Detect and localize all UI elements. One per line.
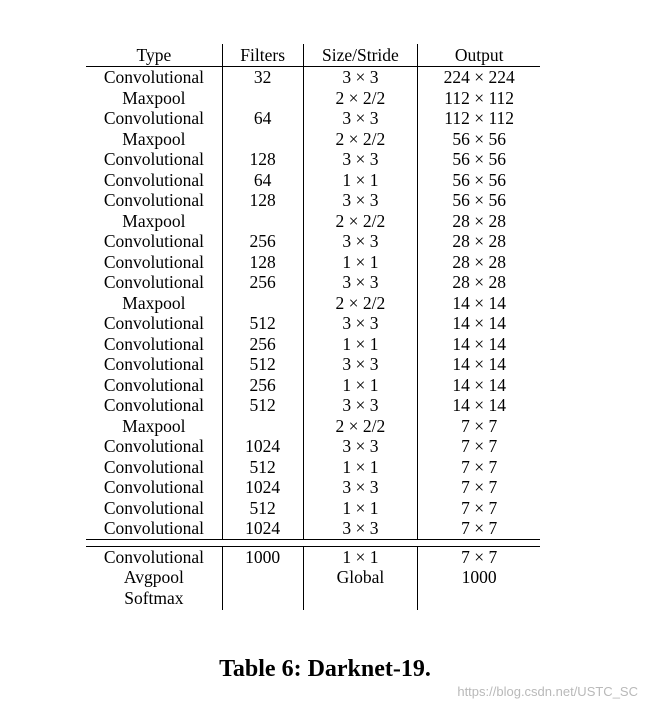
table-row [86,416,540,437]
cell-output: 7 × 7 [418,416,540,437]
table-row [86,477,540,498]
header-output: Output [418,44,540,67]
cell-filters: 128 [222,190,303,211]
cell-type: Convolutional [103,436,204,456]
table-row [86,395,540,416]
cell-size-stride: 1 × 1 [303,334,418,355]
table-row [86,252,540,273]
table-header-row [86,44,540,67]
cell-filters [222,588,303,610]
cell-size-stride: 3 × 3 [303,231,418,252]
cell-output: 56 × 56 [418,129,540,150]
cell-size-stride: 3 × 3 [303,518,418,539]
cell-filters [222,416,303,437]
table-tail-body [86,539,540,610]
cell-size-stride: 2 × 2/2 [303,416,418,437]
table-row [86,231,540,252]
cell-type: Convolutional [103,374,204,395]
table-row [86,457,540,478]
table-row [86,546,540,567]
table-row [86,170,540,191]
cell-type: Convolutional [103,190,204,210]
cell-type: Softmax [124,588,184,609]
cell-type: Convolutional [103,354,204,374]
cell-type: Convolutional [103,497,204,518]
cell-filters: 1024 [222,436,303,457]
cell-output: 7 × 7 [418,457,540,478]
cell-filters [222,567,303,588]
cell-size-stride: 2 × 2/2 [303,293,418,314]
cell-size-stride: 3 × 3 [303,108,418,129]
cell-size-stride: 3 × 3 [303,272,418,293]
cell-size-stride: 1 × 1 [303,498,418,519]
cell-output: 56 × 56 [418,190,540,211]
cell-size-stride: 3 × 3 [303,436,418,457]
cell-size-stride: Global [303,567,418,588]
table-row [86,272,540,293]
cell-type: Maxpool [122,128,186,149]
cell-output: 28 × 28 [418,252,540,273]
cell-output: 14 × 14 [418,354,540,375]
cell-size-stride: 3 × 3 [303,395,418,416]
cell-size-stride: 1 × 1 [303,457,418,478]
cell-output: 56 × 56 [418,170,540,191]
cell-size-stride: 3 × 3 [303,477,418,498]
cell-size-stride: 2 × 2/2 [303,88,418,109]
cell-type: Convolutional [103,313,204,333]
cell-output: 14 × 14 [418,313,540,334]
cell-filters [222,88,303,109]
cell-type: Avgpool [123,567,184,587]
cell-filters: 256 [222,375,303,396]
cell-filters: 128 [222,149,303,170]
cell-size-stride: 3 × 3 [303,313,418,334]
cell-size-stride: 3 × 3 [303,67,418,88]
cell-filters: 1024 [222,477,303,498]
cell-type: Convolutional [103,395,204,415]
table-row [86,211,540,232]
cell-output: 14 × 14 [418,334,540,355]
cell-type: Convolutional [103,108,204,128]
cell-size-stride: 1 × 1 [303,375,418,396]
table-caption: Table 6: Darknet-19. [219,656,431,682]
cell-output: 7 × 7 [418,546,540,567]
table-row [86,108,540,129]
cell-type: Convolutional [103,333,204,354]
table-row [86,190,540,211]
cell-type: Convolutional [103,477,204,497]
cell-output: 112 × 112 [418,88,540,109]
cell-filters: 32 [222,67,303,88]
table-row [86,149,540,170]
header-type: Type [86,44,222,67]
cell-filters: 1000 [222,546,303,567]
table-row [86,313,540,334]
cell-size-stride: 1 × 1 [303,546,418,567]
cell-type: Convolutional [103,518,204,538]
cell-type: Convolutional [103,231,204,251]
cell-size-stride: 3 × 3 [303,354,418,375]
header-size-stride: Size/Stride [303,44,418,67]
cell-type: Convolutional [103,272,204,292]
cell-type: Maxpool [122,210,186,231]
table-row [86,88,540,109]
cell-output: 28 × 28 [418,231,540,252]
cell-output: 56 × 56 [418,149,540,170]
cell-output: 28 × 28 [418,211,540,232]
cell-type: Maxpool [122,415,186,436]
table-row [86,129,540,150]
table-row [86,354,540,375]
table-row [86,498,540,519]
cell-filters: 64 [222,108,303,129]
cell-type: Convolutional [103,546,204,567]
double-rule [86,539,540,546]
cell-size-stride: 1 × 1 [303,252,418,273]
darknet19-table [86,44,540,610]
cell-filters [222,129,303,150]
table-row [86,67,540,88]
table-row [86,436,540,457]
table-row [86,518,540,539]
table-row [86,334,540,355]
cell-filters [222,211,303,232]
cell-output: 7 × 7 [418,498,540,519]
table-row [86,567,540,588]
cell-filters: 512 [222,395,303,416]
cell-size-stride: 1 × 1 [303,170,418,191]
cell-size-stride [303,588,418,610]
cell-output: 112 × 112 [418,108,540,129]
cell-type: Convolutional [103,149,204,169]
cell-type: Maxpool [122,87,186,108]
cell-filters: 512 [222,354,303,375]
cell-size-stride: 3 × 3 [303,190,418,211]
watermark: https://blog.csdn.net/USTC_SC [457,684,638,699]
cell-size-stride: 2 × 2/2 [303,129,418,150]
cell-filters: 256 [222,231,303,252]
cell-type: Convolutional [103,169,204,190]
cell-filters: 512 [222,498,303,519]
cell-output: 7 × 7 [418,518,540,539]
cell-size-stride: 3 × 3 [303,149,418,170]
cell-output: 14 × 14 [418,375,540,396]
cell-filters: 128 [222,252,303,273]
cell-filters: 1024 [222,518,303,539]
cell-filters: 64 [222,170,303,191]
cell-type: Maxpool [122,292,186,313]
cell-filters: 256 [222,272,303,293]
cell-output: 14 × 14 [418,395,540,416]
table-row [86,588,540,610]
cell-output [418,588,540,610]
cell-type: Convolutional [103,456,204,477]
cell-output: 28 × 28 [418,272,540,293]
table-row [86,375,540,396]
cell-filters: 512 [222,313,303,334]
cell-filters: 512 [222,457,303,478]
cell-output: 7 × 7 [418,477,540,498]
cell-size-stride: 2 × 2/2 [303,211,418,232]
cell-output: 14 × 14 [418,293,540,314]
cell-type: Convolutional [103,251,204,272]
cell-type: Convolutional [103,67,204,87]
cell-filters: 256 [222,334,303,355]
cell-output: 1000 [418,567,540,588]
table-main-body [86,67,540,540]
cell-filters [222,293,303,314]
cell-output: 7 × 7 [418,436,540,457]
cell-output: 224 × 224 [418,67,540,88]
table-row [86,293,540,314]
header-filters: Filters [222,44,303,67]
